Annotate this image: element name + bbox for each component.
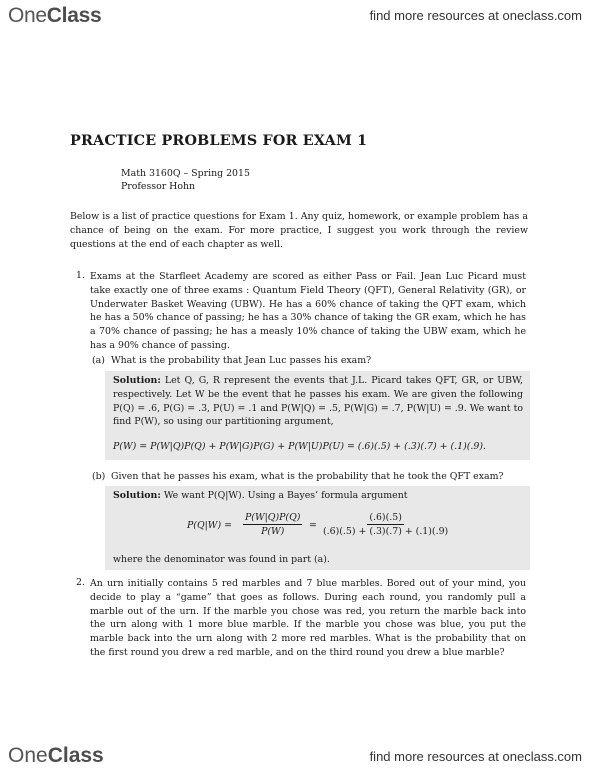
intro-paragraph: Below is a list of practice questions for Exam 1. Any quiz, homework, or example problem has a chance of being on the exam. For more practice, I suggest you work through the review questions at the end of each chapter as well. (70, 211, 528, 250)
bayes-equals: = (309, 520, 317, 531)
question-2-number: 2. (76, 577, 85, 588)
solution-a-text (113, 374, 523, 429)
solution-a-body: Let Q, G, R represent the events that J.L. Picard takes QFT, GR, or UBW, respectively. Let W be the event that he passes his exam. We are given the following P(Q) = .6, P(G) = .3, P(U) = .1 and P(W|Q) = .5, P(W|G) = .7, P(W|U) = .9. We want to find P(W), so using our partitioning argument, (113, 375, 524, 428)
logo-one-text: One (8, 4, 47, 27)
bayes-fraction-2 (323, 512, 448, 537)
bayes-lhs: P(Q|W) = (187, 520, 232, 531)
question-1-number: 1. (76, 270, 85, 281)
question-1-text: Exams at the Starfleet Academy are scored as either Pass or Fail. Jean Luc Picard must take exactly one of three exams : Quantum Field Theory (QFT), General Relativity (GR), or Underwater Basket Weaving (UBW). He has a 60% chance of taking the QFT exam, which he has a 50% chance of passing; he has a 30% chance of taking the GR exam, which he has a 70% chance of passing; he has a measly 10% chance of taking the UBW exam, which he has a 90% chance of passing. (90, 271, 526, 351)
bayes-fraction-1 (243, 512, 302, 537)
fraction-2-numerator: (.6)(.5) (369, 512, 402, 523)
footer-logo-one-text: One (8, 744, 48, 767)
footer-logo-class-text: Class (47, 744, 104, 767)
question-2-text: An urn initially contains 5 red marbles and 7 blue marbles. Bored out of your mind, you decide to play a “game” that goes as follows. During each round, you randomly pull a marble out of the urn. If the marble you chose was red, you return the marble back into the urn along with 1 more blue marble. If the marble you chose was blue, you put the marble back into the urn along with 2 more red marbles. What is the probability that on the first round you drew a red marble, and on the third round you drew a blue marble? (90, 578, 526, 658)
course-line: Math 3160Q – Spring 2015 (121, 168, 250, 179)
part-a-text: What is the probability that Jean Luc passes his exam? (111, 355, 372, 366)
fraction-2-denominator: (.6)(.5) + (.3)(.7) + (.1)(.9) (323, 526, 449, 537)
part-a-label: (a) (92, 355, 105, 366)
solution-box-a (105, 371, 530, 460)
solution-a-equation: P(W) = P(W|Q)P(Q) + P(W|G)P(G) + P(W|U)P(U) = (.6)(.5) + (.3)(.7) + (.1)(.9). (113, 441, 486, 452)
fraction-1-denominator: P(W) (261, 526, 285, 537)
fraction-1-numerator: P(W|Q)P(Q) (245, 512, 301, 523)
solution-b-after: where the denominator was found in part (a). (113, 554, 330, 565)
footer-resources-link[interactable]: find more resources at oneclass.com (369, 749, 582, 764)
part-b-label: (b) (92, 471, 106, 482)
header-resources-link[interactable]: find more resources at oneclass.com (369, 8, 582, 23)
solution-b-text (113, 489, 523, 503)
solution-box-b (105, 486, 530, 570)
solution-a-label: Solution: (113, 375, 161, 386)
page-title: PRACTICE PROBLEMS FOR EXAM 1 (70, 133, 368, 149)
logo-class-text: Class (46, 4, 102, 27)
footer-oneclass-logo[interactable] (8, 744, 104, 768)
part-b-text: Given that he passes his exam, what is the probability that he took the QFT exam? (111, 471, 504, 482)
solution-b-body: We want P(Q|W). Using a Bayes’ formula argument (163, 490, 408, 501)
oneclass-logo[interactable] (8, 4, 101, 28)
solution-b-label: Solution: (113, 490, 161, 501)
professor-line: Professor Hohn (121, 181, 196, 192)
